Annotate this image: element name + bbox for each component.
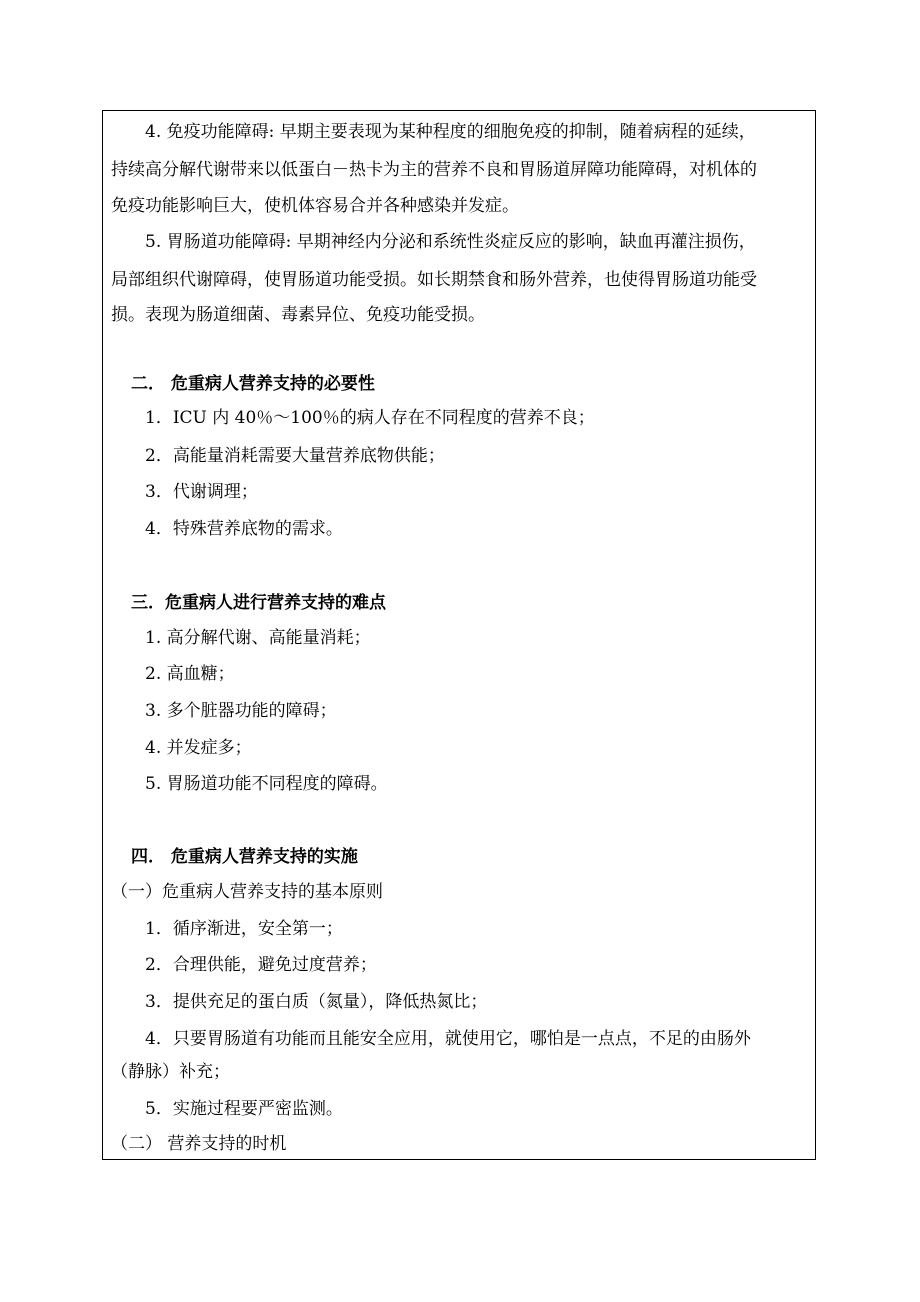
- section-2-item: 1．ICU 内 40％～100％的病人存在不同程度的营养不良；: [145, 408, 595, 428]
- section-3-item: 5. 胃肠道功能不同程度的障碍。: [145, 774, 388, 794]
- section-3-item: 3. 多个脏器功能的障碍；: [145, 701, 337, 721]
- section-4-item: 3．提供充足的蛋白质（氮量），降低热氮比；: [145, 992, 488, 1012]
- paragraph-5-line-1: 5. 胃肠道功能障碍: 早期神经内分泌和系统性炎症反应的影响，缺血再灌注损伤，: [145, 232, 756, 252]
- paragraph-5-line-3: 损。表现为肠道细菌、毒素异位、免疫功能受损。: [111, 305, 485, 325]
- content-frame: [102, 110, 816, 1160]
- section-4-item-continuation: （静脉）补充；: [111, 1062, 230, 1082]
- section-3-item: 2. 高血糖；: [145, 664, 235, 684]
- section-2-heading: 二． 危重病人营养支持的必要性: [131, 374, 375, 394]
- section-4-subheading-1: （一）危重病人营养支持的基本原则: [111, 882, 383, 902]
- section-4-heading: 四． 危重病人营养支持的实施: [131, 847, 358, 867]
- section-3-item: 1. 高分解代谢、高能量消耗；: [145, 628, 371, 648]
- section-3-item: 4. 并发症多；: [145, 738, 252, 758]
- section-4-item: 4．只要胃肠道有功能而且能安全应用，就使用它，哪怕是一点点，不足的由肠外: [145, 1029, 751, 1049]
- section-4-item: 2．合理供能，避免过度营养；: [145, 955, 377, 975]
- section-2-item: 4．特殊营养底物的需求。: [145, 519, 343, 539]
- paragraph-5-line-2: 局部组织代谢障碍，使胃肠道功能受损。如长期禁食和肠外营养，也使得胃肠道功能受: [111, 270, 757, 290]
- section-2-item: 2．高能量消耗需要大量营养底物供能；: [145, 446, 445, 466]
- paragraph-4-line-1: 4. 免疫功能障碍: 早期主要表现为某种程度的细胞免疫的抑制，随着病程的延续，: [145, 122, 756, 142]
- section-2-item: 3．代谢调理；: [145, 482, 258, 502]
- section-4-subheading-2: （二） 营养支持的时机: [111, 1134, 287, 1154]
- section-4-item: 5．实施过程要严密监测。: [145, 1099, 343, 1119]
- paragraph-4-line-3: 免疫功能影响巨大，使机体容易合并各种感染并发症。: [111, 196, 519, 216]
- paragraph-4-line-2: 持续高分解代谢带来以低蛋白－热卡为主的营养不良和胃肠道屏障功能障碍，对机体的: [111, 160, 757, 180]
- section-3-heading: 三．危重病人进行营养支持的难点: [131, 593, 386, 613]
- section-4-item: 1．循序渐进，安全第一；: [145, 919, 343, 939]
